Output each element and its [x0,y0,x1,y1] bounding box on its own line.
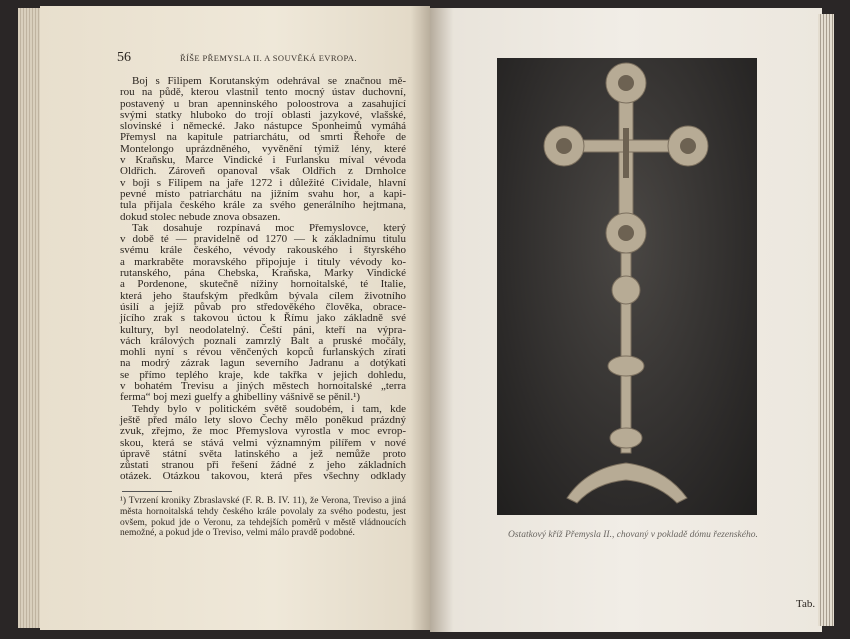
text-line: a markraběte moravského připojuje i tituly vévody ko- [120,255,406,268]
text-line: ferma“ boj mezi guelfy a ghibelliny vášnivě se pěnil.¹) [120,391,361,404]
running-head: ŘÍŠE PŘEMYSLA II. A SOUVĚKÁ EVROPA. [180,53,357,63]
text-line: rou na půdě, kterou vlastnil tento mocný ústav duchovní, [120,86,406,99]
cross-photograph [497,58,757,515]
text-line: svými statky hluboko do trojí oblasti jazykové, vlašské, [120,108,406,121]
text-line: Přemysl na kapitule patriarchátu, od smrti Řehoře de [120,131,406,144]
footnote: ¹) Tvrzení kroniky Zbraslavské (F. R. B. IV. 11), že Verona, Treviso a jiná města hornoitalská tehdy českého krále povolaly za svého podestu, jest ovšem, pokud jde o Veronu, za tehdejších poměrů v městě vládnoucích nemožné, a pokud jde o Treviso, velmi málo pravdě podobné. [120,496,406,539]
text-line: Montelongo uprázdněného, vyvěnění týmiž lény, které [120,142,406,155]
text-line: tula přijala českého krále za svého generálního hejtmana, [120,199,406,212]
text-line: svému krále českého, vévody rakouského i štyrského [120,244,406,257]
body-text [120,76,406,483]
text-line: Tak dosahuje rozpínavá moc Přemyslovce, který [132,221,406,234]
text-line: Boj s Filipem Korutanským odehrával se značnou mě- [132,75,406,87]
page-number: 56 [117,50,131,65]
text-line: v Kraňsku, Marce Vindické i Furlansku míval vévoda [120,154,406,167]
text-line: úsilí a jejíž půvab pro středověkého člověka, obrace- [120,300,406,313]
text-line: a Pordenone, skutečně nížiny hornoitalské, té Italie, [120,278,406,291]
text-line: postavený u bran apenninského poloostrova a zasahující [120,97,406,110]
text-line: slovinské i německé. Jako nástupce Sponheimů vymáhá [120,120,406,133]
footnote-rule [122,491,172,492]
text-line: zvuk, zřejmo, že moc Přemyslova vyrostla v moc evrop- [120,425,406,438]
text-line: v době té — pravidelně od 1270 — k základnímu titulu [120,233,406,246]
photo-caption: Ostatkový kříž Přemysla II., chovaný v pokladě dómu řezenského. [508,530,758,540]
text-line: se přímo teplého kraje, kde takřka v jejich dohledu, [120,368,406,381]
text-line: v boji s Filipem na jaře 1272 i důležité Cividale, hlavní [120,176,406,189]
text-line: pevné místo patriarchátu na jižním svahu hor, a kapi- [120,187,406,200]
text-line: která jeho štaufským předkům bývala cílem životního [120,289,406,302]
page-edges-right [818,14,834,626]
text-line: Tehdy bylo v politickém světě soudobém, i tam, kde [132,402,406,415]
text-line: mohli nyní s révou věnčených kopců furlanských zírati [120,346,406,359]
text-line: úpravě státní světa latinského a jež nemůže proto [120,447,406,460]
text-line: otázek. Otázkou takovou, která přes všechny odklady [120,470,406,483]
text-line: zůstati stranou při řešení žádné z jeho základních [120,459,406,472]
text-line: dokud stolec nebude znova obsazen. [120,210,281,223]
reliquary-cross-image [497,58,757,515]
text-line: kultury, byl neodolatelný. Čeští páni, kteří na výpra- [120,323,406,336]
text-line: rutanského, pána Chebska, Kraňska, Marky Vindické [120,267,406,280]
text-line: skou, která se stává velmi významným pilířem v nové [120,436,406,449]
text-line: jícího zrak s takovou úctou k Římu jako základně své [120,312,406,325]
text-line: v bohatém Trevisu a jiných městech hornoitalské „terra [120,380,406,393]
text-line: na modrý zázrak lagun severního Jadranu a dotýkati [120,357,406,370]
plate-label: Tab. [796,598,816,610]
text-line: ještě před málo lety slovo Čechy mělo poněkud prázdný [120,413,406,426]
text-line: Oldřich. Zároveň opanoval však Oldřich z Drnholce [120,165,406,178]
text-line: vách králových poznali zamrzlý Balt a pruské močály, [120,334,406,347]
